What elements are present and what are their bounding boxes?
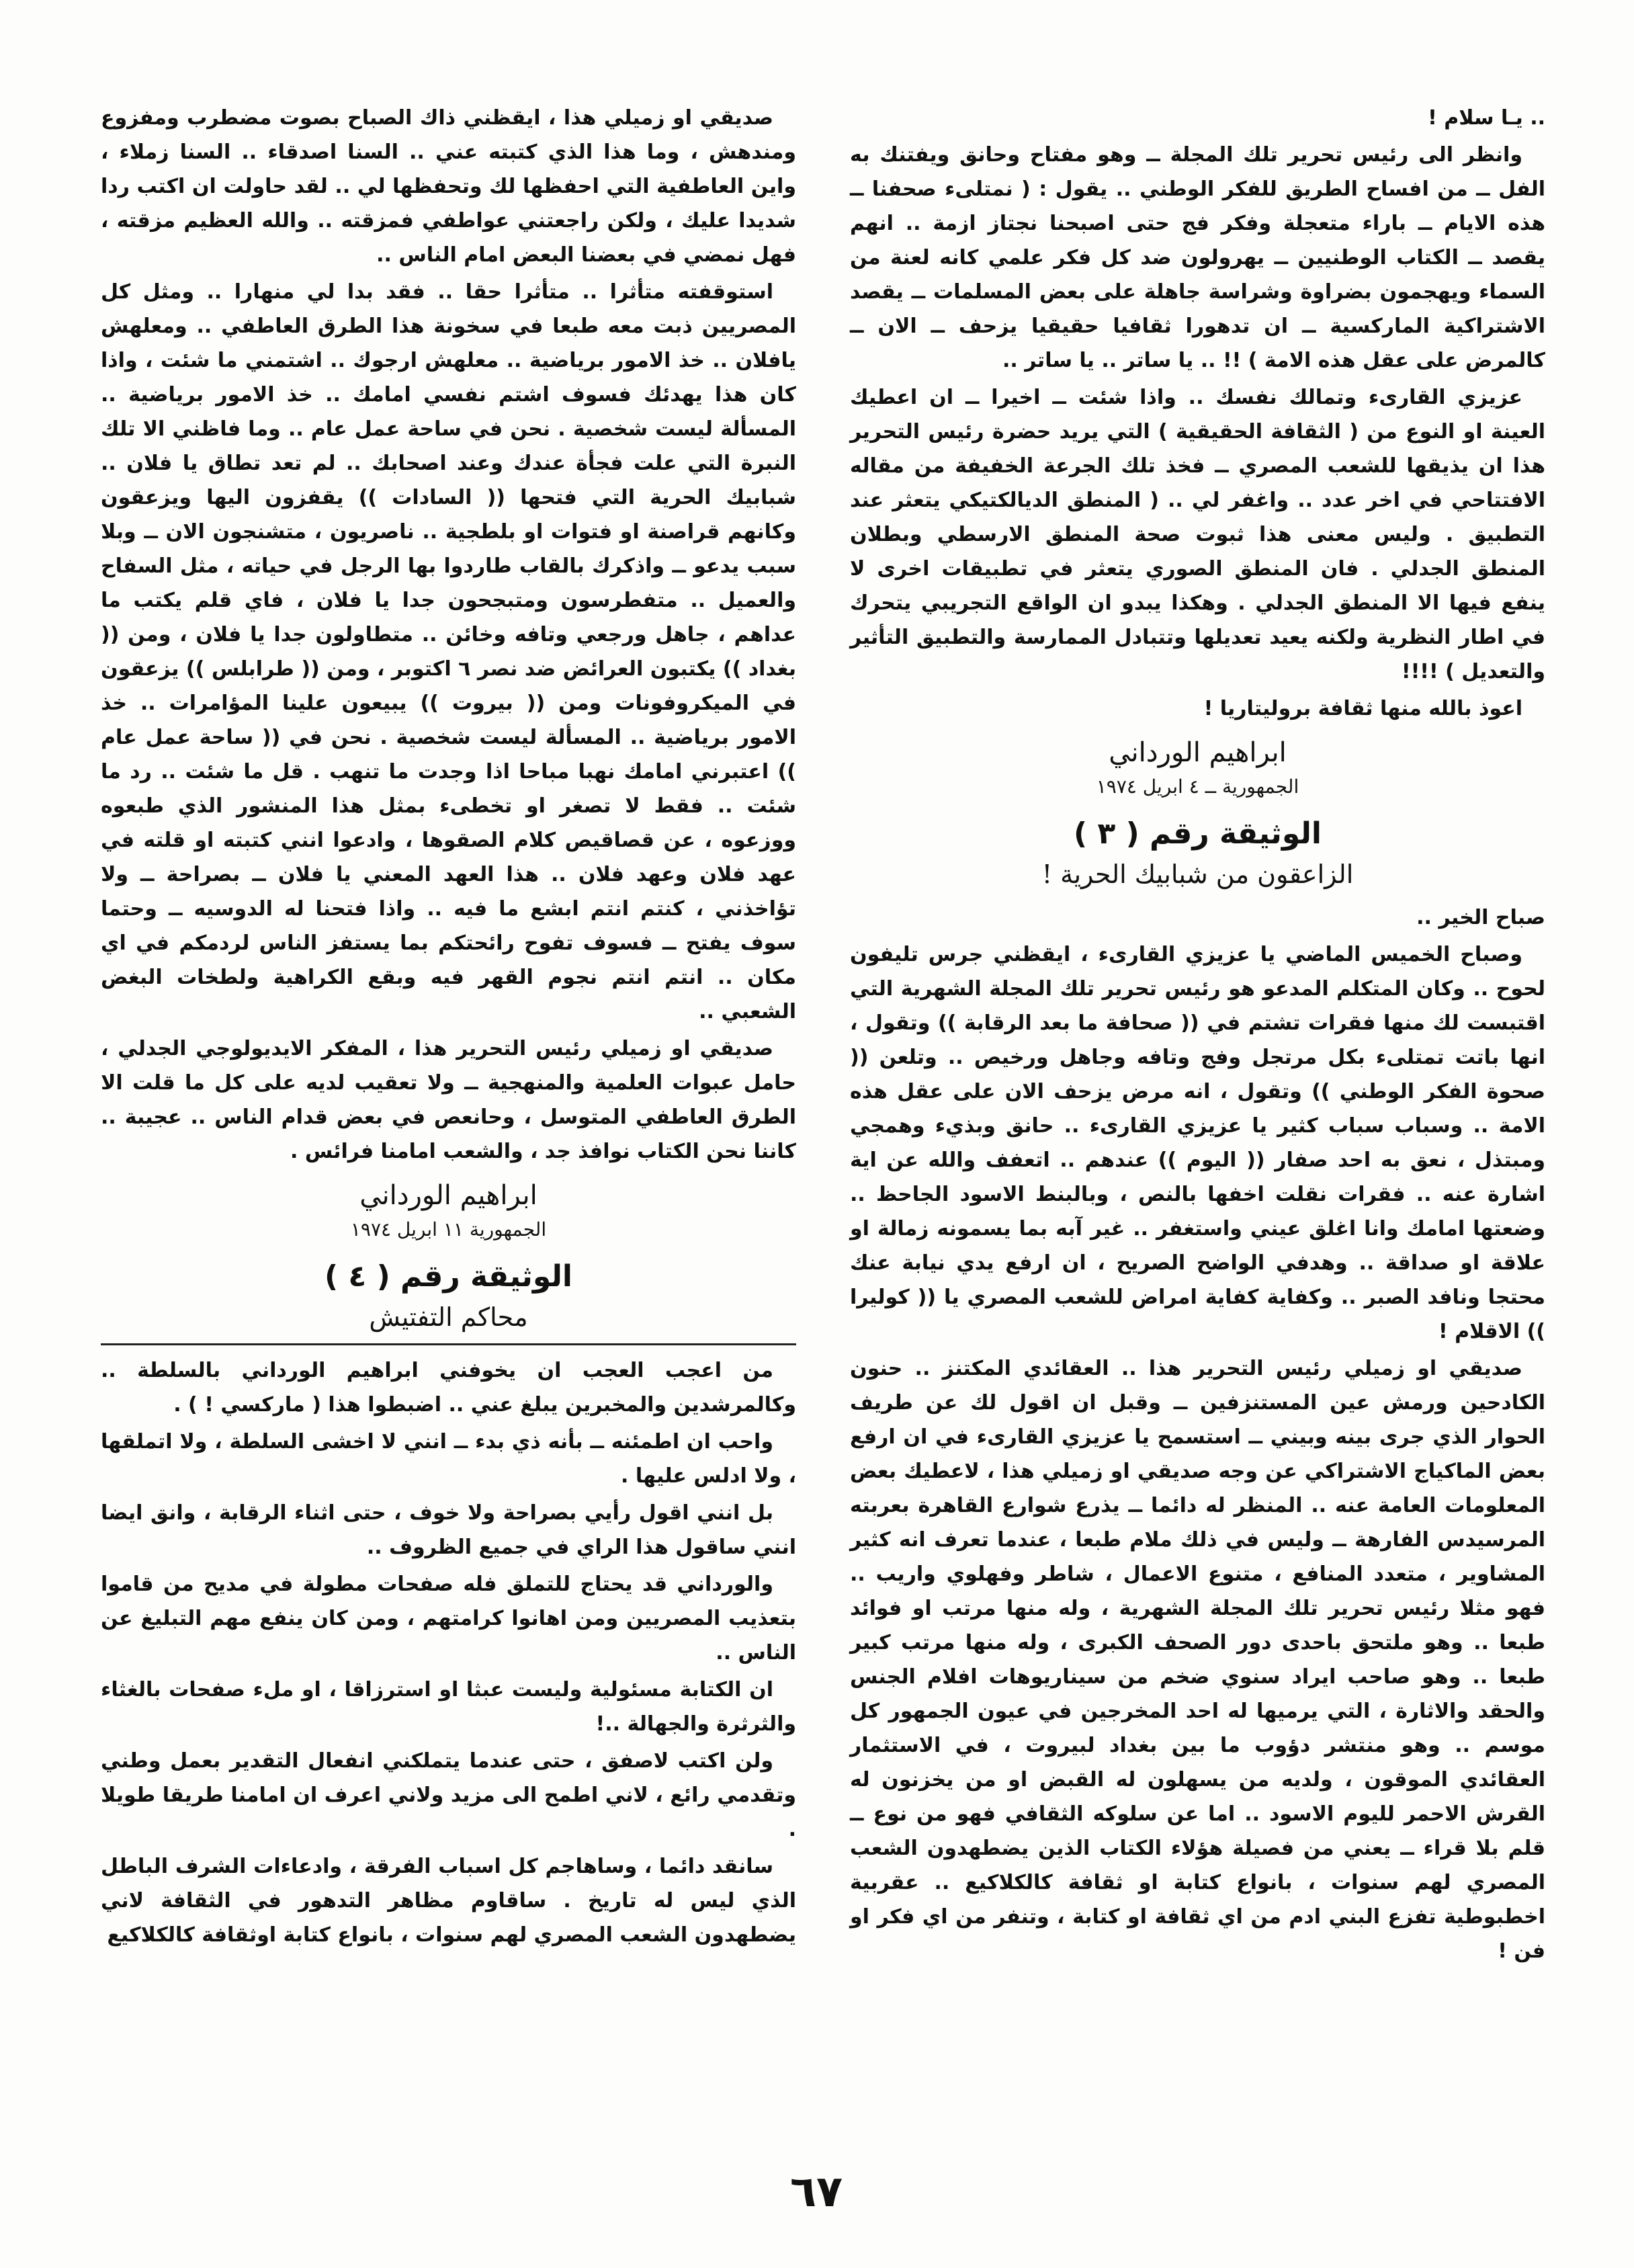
doc3-paragraph: صديقي او زميلي هذا ، ايقظني ذاك الصباح بصوت مضطرب ومفزوع ومندهش ، وما هذا الذي كتبته عني .. السنا اصدقاء .. السنا زملاء ، واين العاطفية التي احفظها لك وتحفظها لي .. لقد حاولت ان اكتب ردا شديدا عليك ، ولكن راجعتني عواطفي فمزقته .. والله العظيم مزقته ، فهل نمضي في بعضنا البعض امام الناس .. bbox=[101, 106, 796, 267]
doc4-paragraph: ان الكتابة مسئولية وليست عبثا او استرزاقا ، او ملء صفحات بالغثاء والثرثرة والجهالة ..! bbox=[101, 1678, 796, 1736]
doc3-paragraph: استوقفته متأثرا .. متأثرا حقا .. فقد بدا لي منهارا .. ومثل كل المصريين ذبت معه طبعا في سخونة هذا الطرق العاطفي .. ومعلهش يافلان .. خذ الامور برياضية .. معلهش ارجوك .. اشتمني ما شئت ، واذا كان هذا يهدئك فسوف اشتم نفسي امامك .. خذ الامور برياضية .. المسألة ليست شخصية . نحن في ساحة عمل عام .. وما فاظني الا تلك النبرة التي علت فجأة عندك وعند اصحابك .. لم تعد تطاق يا فلان .. شبابيك الحرية التي فتحها (( السادات )) يقفزون اليها ويزعقون وكانهم قراصنة او فتوات او بلطجية .. ناصريون ، متشنجون الان ــ وبلا سبب يدعو ــ واذكرك بالقاب طاردوا بها الرجل في حياته ، مثل السفاح والعميل .. متفطرسون ومتبجحون جدا يا فلان ، فاي قلم يكتب ما عداهم ، جاهل ورجعي وتافه وخائن .. متطاولون جدا يا فلان ، ومن (( بغداد )) يكتبون العرائض ضد نصر ٦ اكتوبر ، ومن (( طرابلس )) يزعقون في الميكروفونات ومن (( بيروت )) يبيعون علينا المؤامرات .. خذ الامور برياضية .. المسألة ليست شخصية . نحن في (( ساحة عمل عام )) اعتبرني امامك نهبا مباحا اذا وجدت ما تنهب . قل ما شئت .. رد ما شئت .. فقط لا تصغر او تخطىء بمثل هذا المنشور الذي طبعوه ووزعوه ، عن قصاقيص كلام الصقوها ، وادعوا انني كتبته او قلته في عهد فلان وعهد فلان .. هذا العهد المعني يا فلان ــ بصراحة ــ ولا تؤاخذني ، كنتم انتم ابشع ما فيه .. واذا فتحنا له الدوسيه ــ وحتما سوف يفتح ــ فسوف تفوح رائحتكم بما يستفز الناس لردمكم في اي مكان .. انتم انتم نجوم القهر فيه وبقع الكراهية ولطخات البغض الشعبي .. bbox=[101, 280, 796, 1023]
doc4-paragraph: والورداني قد يحتاج للتملق فله صفحات مطولة في مديح من قاموا بتعذيب المصريين ومن اهانوا كرامتهم ، ومن كان ينفع مهم التبليغ عن الناس .. bbox=[101, 1572, 796, 1665]
doc3-source: الجمهورية ١١ ابريل ١٩٧٤ bbox=[350, 1218, 547, 1241]
divider bbox=[101, 1343, 796, 1345]
doc3-paragraph: صباح الخير .. bbox=[1416, 906, 1545, 929]
doc1-paragraph: .. يـا سلام ! bbox=[1428, 106, 1545, 130]
page-number: ٦٧ bbox=[789, 2167, 843, 2217]
left-column bbox=[101, 101, 796, 1955]
doc3-paragraph: وصباح الخميس الماضي يا عزيزي القارىء ، ايقظني جرس تليفون لحوح .. وكان المتكلم المدعو هو رئيس تحرير تلك المجلة الشهرية التي اقتبست لك منها فقرات تشتم في (( صحافة ما بعد الرقابة )) وتقول ، انها باتت تمتلىء بكل مرتجل وفج وتافه وجاهل ورخيص .. وتلعن (( صحوة الفكر الوطني )) وتقول ، انه مرض يزحف الان على عقل هذه الامة .. وسباب سباب كثير يا عزيزي القارىء .. حانق وبذيء وهمجي ومبتذل ، نعق به احد صفار (( اليوم )) عندهم .. اتعفف والله عن اية اشارة عنه .. فقرات نقلت اخفها بالنص ، وبالبنط الاسود الجاحظ .. وضعتها امامك وانا اغلق عيني واستغفر .. غير آبه بما يسمونه زمالة او علاقة او صداقة .. وهدفي الواضح الصريح ، ان ارفع يدي نيابة عنك محتجا ونافد الصبر .. وكفاية كفاية امراض للشعب المصري يا (( كوليرا )) الاقلام ! bbox=[850, 943, 1545, 1343]
doc3-subtitle: الزاعقون من شبابيك الحرية ! bbox=[1041, 859, 1354, 889]
doc4-paragraph: بل انني اقول رأيي بصراحة ولا خوف ، حتى اثناء الرقابة ، وانق ايضا انني ساقول هذا الراي في جميع الظروف .. bbox=[101, 1501, 796, 1559]
doc3-title: الوثيقة رقم ( ٣ ) bbox=[1073, 816, 1322, 851]
doc1-paragraph: اعوذ بالله منها ثقافة بروليتاريا ! bbox=[1203, 697, 1522, 720]
doc4-paragraph: سانقد دائما ، وساهاجم كل اسباب الفرقة ، وادعاءات الشرف الباطل الذي ليس له تاريخ . ساقاوم مظاهر التدهور في الثقافة لاني يضطهدون الشعب المصري لهم سنوات ، بانواع كتابة اوثقافة كالكلاكيع bbox=[101, 1855, 796, 1947]
right-column bbox=[850, 101, 1545, 1971]
doc1-signature: ابراهيم الورداني bbox=[1109, 737, 1287, 768]
doc1-paragraph: عزيزي القارىء وتمالك نفسك .. واذا شئت ــ اخيرا ــ ان اعطيك العينة او النوع من ( الثقافة الحقيقية ) التي يريد حضرة رئيس التحرير هذا ان يذيقها للشعب المصري ــ فخذ تلك الجرعة الخفيفة من مقاله الافتتاحي في اخر عدد .. واغفر لي .. ( المنطق الديالكتيكي يتعثر عند التطبيق . وليس معنى هذا ثبوت صحة المنطق الارسطي وبطلان المنطق الجدلي . فان المنطق الصوري يتعثر في تطبيقات اخرى لا ينفع فيها الا المنطق الجدلي . وهكذا يبدو ان الواقع التجريبي يتحرك في اطار النظرية ولكنه يعيد تعديلها وتتبادل الممارسة والتطبيق التأثير والتعديل ) !!!! bbox=[850, 386, 1545, 683]
doc1-source: الجمهورية ــ ٤ ابريل ١٩٧٤ bbox=[1096, 775, 1299, 798]
doc3-paragraph: صديقي او زميلي رئيس التحرير هذا .. العقائدي المكتنز .. حنون الكادحين ورمش عين المستنزفين ــ وقبل ان اقول لك عن طريف الحوار الذي جرى بينه وبيني ــ استسمح يا عزيزي القارىء في ان ارفع بعض الماكياج الاشتراكي عن وجه صديقي او زميلي هذا ، لاعطيك بعض المعلومات العامة عنه .. المنظر له دائما ــ يذرع شوارع القاهرة بعربته المرسيدس الفارهة ــ وليس في ذلك ملام طبعا ، عندما تعرف انه كثير المشاوير ، متعدد المنافع ، متنوع الاعمال ، شاطر وفهلوي واريب .. فهو مثلا رئيس تحرير تلك المجلة الشهرية ، وله منها مرتب او فوائد طبعا .. وهو ملتحق باحدى دور الصحف الكبرى ، وله منها مرتب كبير طبعا .. وهو صاحب ايراد سنوي ضخم من سيناريوهات افلام الجنس والحقد والاثارة ، التي يرميها له احد المخرجين في عيون الجمهور كل موسم .. وهو منتشر دؤوب ما بين بغداد لبيروت ، في الاستثمار العقائدي الموقون ، ولديه من يسهلون له القبض او من يخزنون له القرش الاحمر لليوم الاسود .. اما عن سلوكه الثقافي فهو من نوع ــ قلم بلا قراء ــ يعني من فصيلة هؤلاء الكتاب الذين يضطهدون الشعب المصري لهم سنوات ، بانواع كتابة او ثقافة كالكلاكيع .. عقربية اخطبوطية تفزع البني ادم من اي ثقافة او كتابة ، وتنفر من اي فكر او فن ! bbox=[850, 1357, 1545, 1963]
doc1-paragraph: وانظر الى رئيس تحرير تلك المجلة ــ وهو مفتاح وحانق ويفتنك به الفل ــ من افساح الطريق للفكر الوطني .. يقول : ( نمتلىء صحفنا ــ هذه الايام ــ باراء متعجلة وفكر فج حتى اصبحنا نجتاز ازمة .. انهم يقصد ــ الكتاب الوطنيين ــ يهرولون ضد كل فكر علمي كانه لعنة من السماء ويهجمون بضراوة وشراسة جاهلة على بعض المسلمات ــ يقصد الاشتراكية الماركسية ــ ان تدهورا ثقافيا حقيقيا يزحف ــ الان ــ كالمرض على عقل هذه الامة ) !! .. يا ساتر .. يا ساتر .. bbox=[850, 143, 1545, 372]
doc3-signature: ابراهيم الورداني bbox=[359, 1180, 538, 1211]
doc4-paragraph: واحب ان اطمئنه ــ بأنه ذي بدء ــ انني لا اخشى السلطة ، ولا اتملقها ، ولا ادلس عليها . bbox=[101, 1430, 796, 1488]
doc4-subtitle: محاكم التفتيش bbox=[369, 1302, 528, 1332]
doc3-paragraph: صديقي او زميلي رئيس التحرير هذا ، المفكر الايديولوجي الجدلي ، حامل عبوات العلمية والمنهجية ــ ولا تعقيب لديه على كل ما قلت الا الطرق العاطفي المتوسل ، وحانعص في بعض قدام الناس .. عجيبة .. كاننا نحن الكتاب نوافذ جد ، والشعب امامنا فرائس . bbox=[101, 1037, 796, 1163]
doc4-paragraph: ولن اكتب لاصفق ، حتى عندما يتملكني انفعال التقدير بعمل وطني وتقدمي رائع ، لاني اطمح الى مزيد ولاني اعرف ان امامنا طريقا طويلا . bbox=[101, 1749, 796, 1841]
doc4-paragraph: من اعجب العجب ان يخوفني ابراهيم الورداني بالسلطة .. وكالمرشدين والمخبرين يبلغ عني .. اضبطوا هذا ( ماركسي ! ) . bbox=[101, 1359, 796, 1417]
doc4-title: الوثيقة رقم ( ٤ ) bbox=[324, 1259, 573, 1294]
